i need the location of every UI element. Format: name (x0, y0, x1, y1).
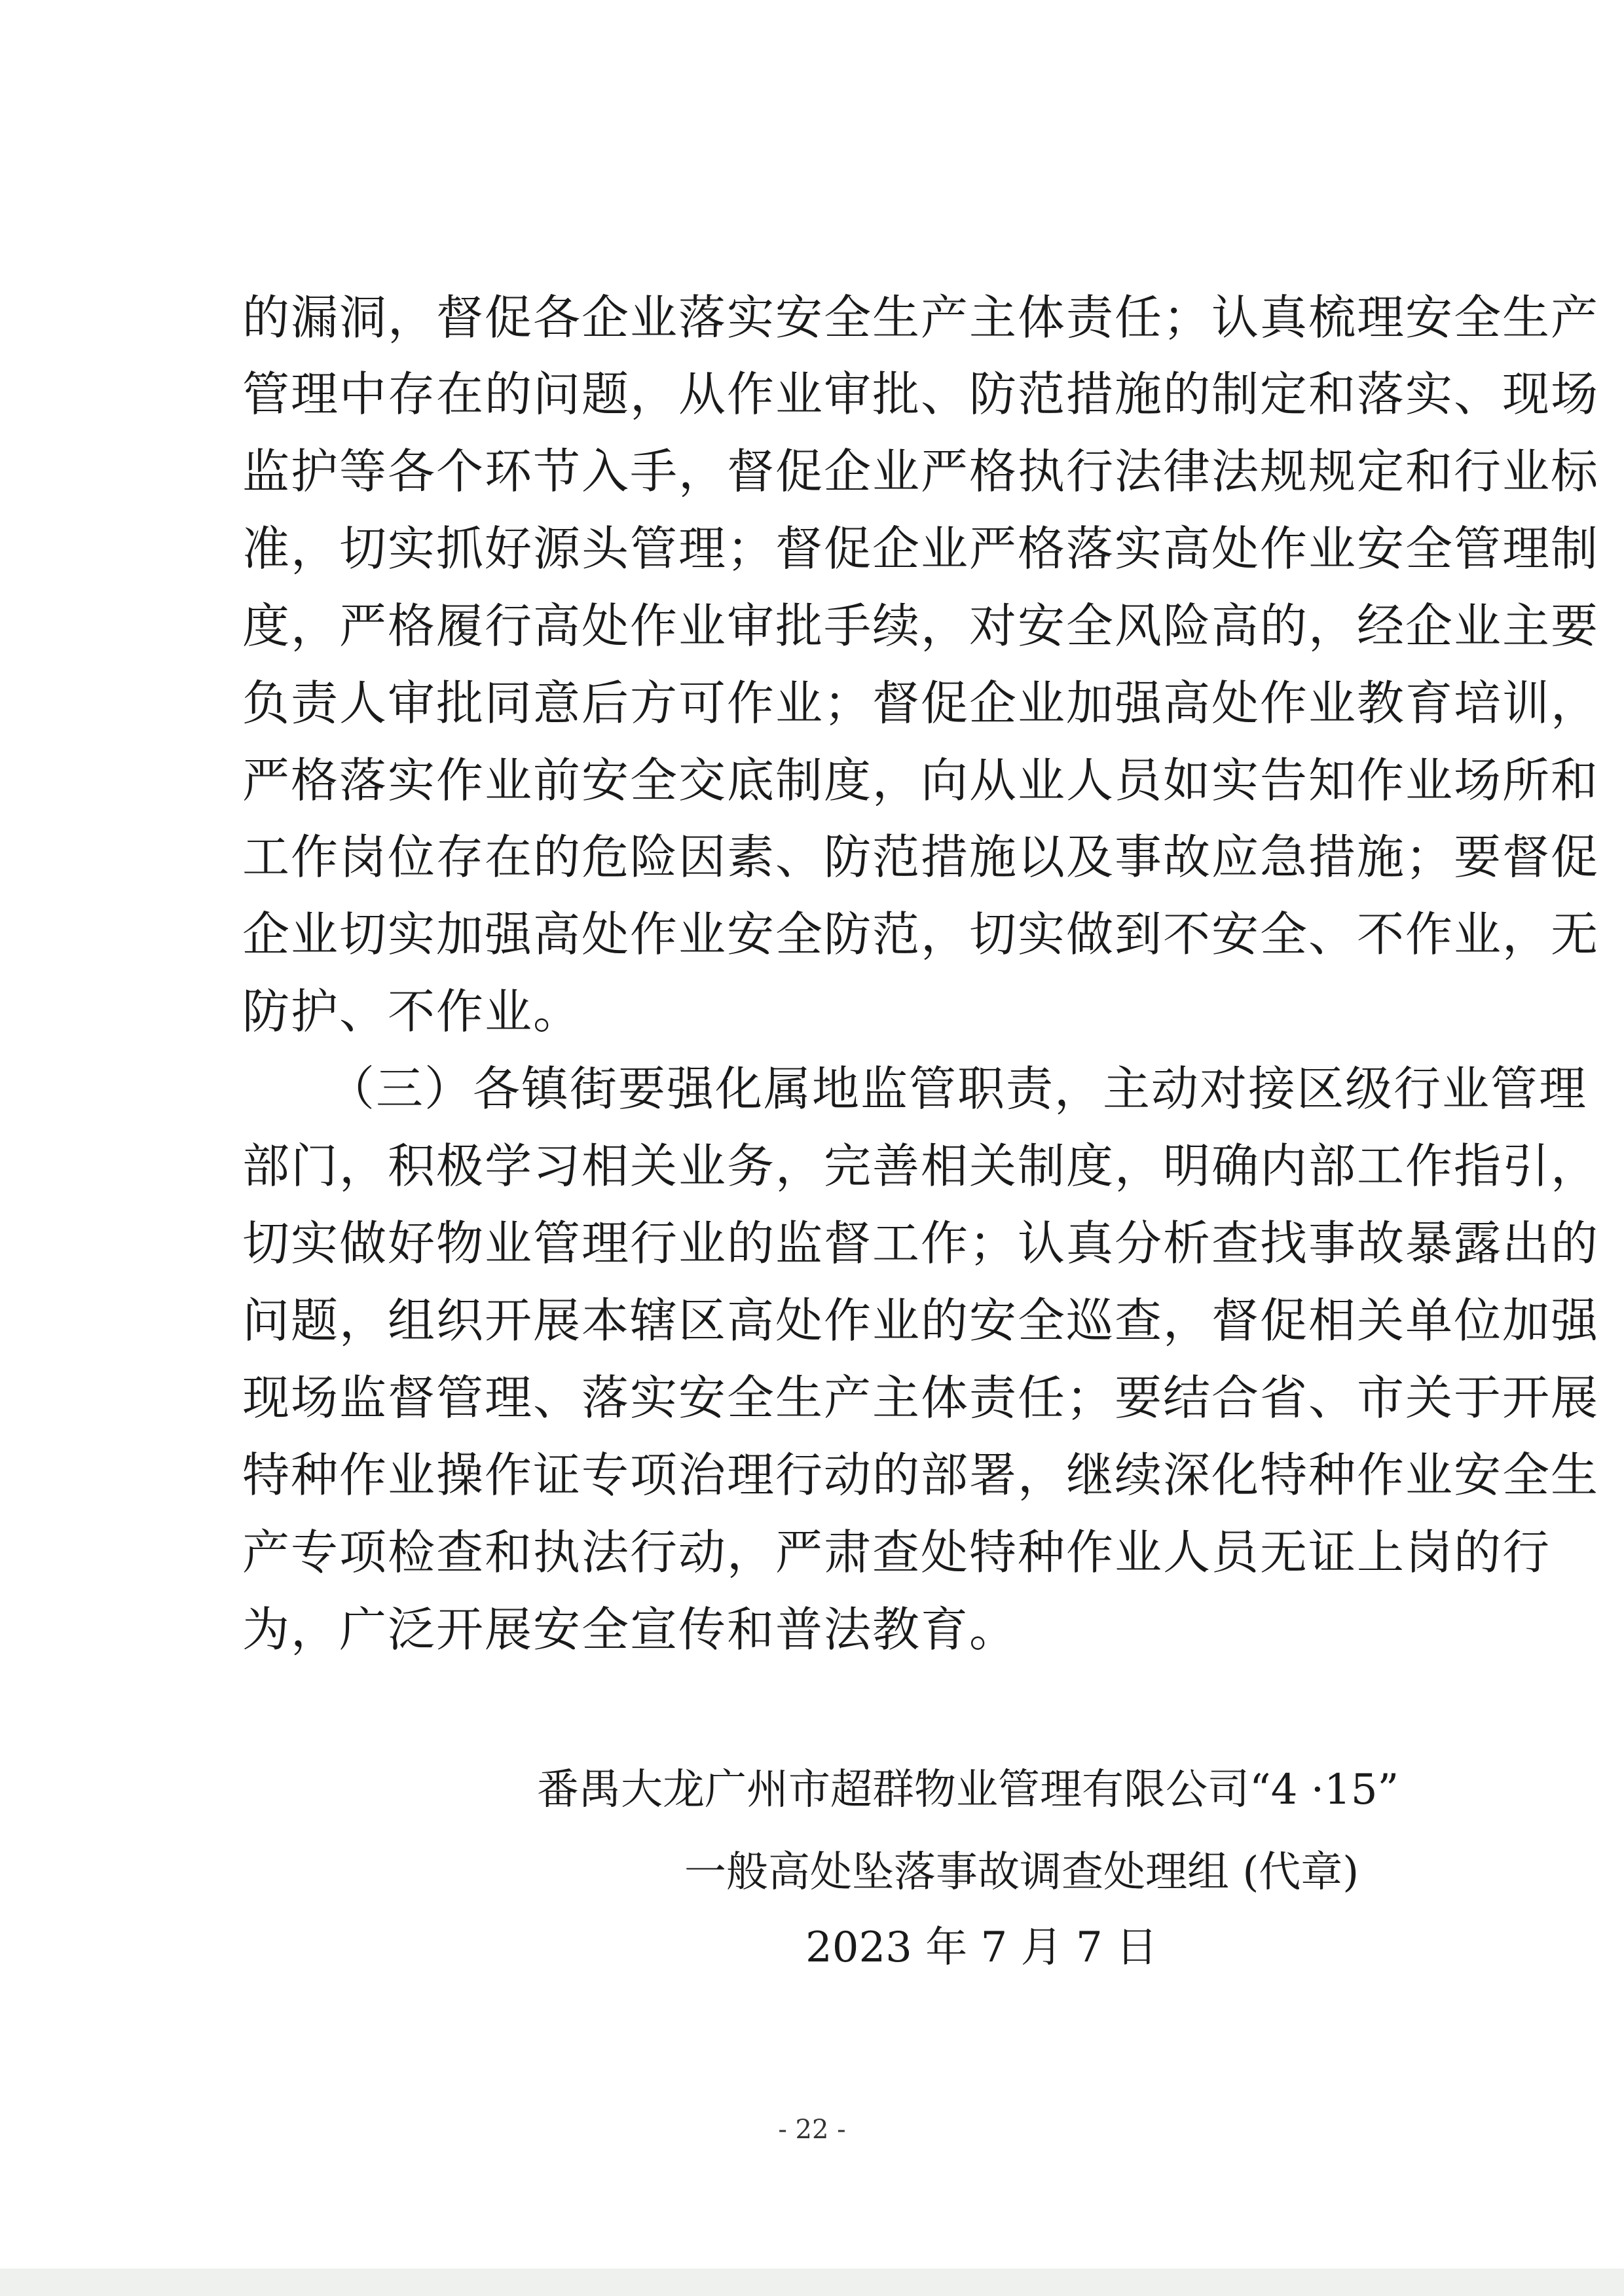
page-number: - 22 - (778, 2115, 846, 2145)
body-line: 防护、不作业。 (242, 984, 582, 1039)
body-line: 度，严格履行高处作业审批手续，对安全风险高的，经企业主要 (242, 598, 1600, 653)
body-line: 监护等各个环节入手，督促企业严格执行法律法规规定和行业标 (242, 444, 1600, 499)
signature-date: 2023 年 7 月 7 日 (805, 1923, 1158, 1972)
body-line: 负责人审批同意后方可作业；督促企业加强高处作业教育培训， (242, 676, 1600, 731)
body-line: 工作岗位存在的危险因素、防范措施以及事故应急措施；要督促 (242, 829, 1600, 884)
body-line: 管理中存在的问题，从作业审批、防范措施的制定和落实、现场 (242, 367, 1600, 422)
body-line: 企业切实加强高处作业安全防范，切实做到不安全、不作业，无 (242, 907, 1600, 962)
body-line: 为，广泛开展安全宣传和普法教育。 (242, 1602, 1018, 1657)
body-line: 问题，组织开展本辖区高处作业的安全巡查，督促相关单位加强 (242, 1293, 1600, 1348)
body-line: 特种作业操作证专项治理行动的部署，继续深化特种作业安全生 (242, 1448, 1600, 1503)
body-line: 切实做好物业管理行业的监督工作；认真分析查找事故暴露出的 (242, 1216, 1600, 1271)
body-line: 部门，积极学习相关业务，完善相关制度，明确内部工作指引， (242, 1139, 1600, 1194)
body-line: 严格落实作业前安全交底制度，向从业人员如实告知作业场所和 (242, 753, 1600, 808)
scan-edge (0, 2269, 1624, 2296)
body-line: 准，切实抓好源头管理；督促企业严格落实高处作业安全管理制 (242, 521, 1600, 576)
paragraph-heading-line: （三）各镇街要强化属地监管职责，主动对接区级行业管理 (327, 1061, 1588, 1116)
body-line: 现场监督管理、落实安全生产主体责任；要结合省、市关于开展 (242, 1370, 1600, 1425)
signature-group: 一般高处坠落事故调查处理组 (代章) (684, 1848, 1359, 1897)
signature-organization: 番禺大龙广州市超群物业管理有限公司“4 ·15” (537, 1766, 1399, 1814)
body-line: 产专项检查和执法行动，严肃查处特种作业人员无证上岗的行 (242, 1525, 1551, 1580)
body-line: 的漏洞，督促各企业落实安全生产主体责任；认真梳理安全生产 (242, 290, 1600, 345)
